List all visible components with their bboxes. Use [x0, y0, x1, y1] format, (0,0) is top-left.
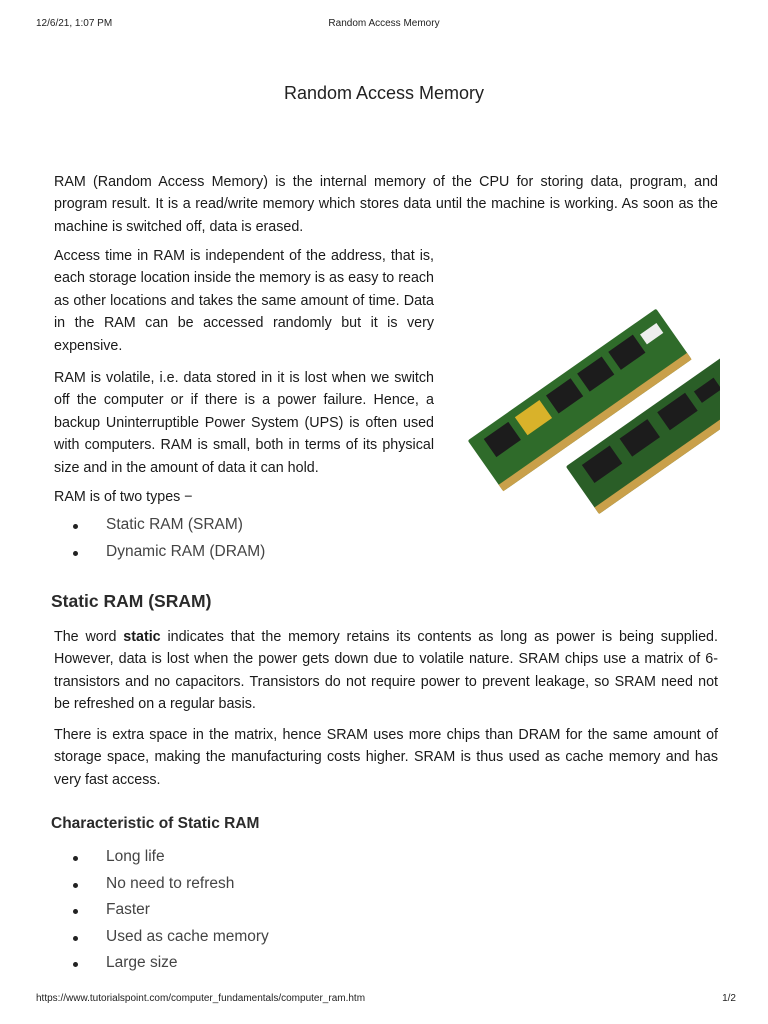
list-item: Dynamic RAM (DRAM)	[54, 543, 265, 570]
sram-paragraph-1: The word static indicates that the memory retains its contents as long as power is being supplied. However, data is lost when the power gets down due to volatile nature. SRAM chips use a matrix of 6-transistors and no capacitors. Transistors do not require power to prevent leakage, so SRAM need not be refreshed on a regular basis.	[54, 629, 718, 713]
characteristics-heading: Characteristic of Static RAM	[51, 815, 260, 832]
ram-types-list	[54, 516, 265, 570]
list-item: Used as cache memory	[54, 928, 269, 955]
page-url: https://www.tutorialspoint.com/computer_fundamentals/computer_ram.htm	[36, 993, 366, 1004]
print-datetime: 12/6/21, 1:07 PM	[36, 18, 113, 29]
list-item: Large size	[54, 954, 269, 981]
bullet-icon	[73, 962, 78, 967]
bullet-icon	[73, 551, 78, 556]
static-term: static	[123, 629, 161, 645]
list-item: Faster	[54, 901, 269, 928]
bullet-icon	[73, 909, 78, 914]
bullet-icon	[73, 856, 78, 861]
page-title: Random Access Memory	[283, 83, 485, 103]
access-time-paragraph: Access time in RAM is independent of the address, that is, each storage location inside the memory is as easy to reach as other locations and takes the same amount of time. Data in the RAM can be accessed randomly but it is very expensive.	[54, 248, 434, 354]
print-doc-title: Random Access Memory	[328, 18, 440, 29]
bullet-icon	[73, 936, 78, 941]
sram-paragraph-2: There is extra space in the matrix, hence SRAM uses more chips than DRAM for the same amount of storage space, making the manufacturing costs higher. SRAM is thus used as cache memory and has very fast access.	[54, 727, 718, 788]
bullet-icon	[73, 524, 78, 529]
intro-paragraph: RAM (Random Access Memory) is the internal memory of the CPU for storing data, program, and program result. It is a read/write memory which stores data until the machine is working. As soon as the machine is switched off, data is erased.	[54, 174, 718, 235]
volatile-paragraph: RAM is volatile, i.e. data stored in it is lost when we switch off the computer or if there is a power failure. Hence, a backup Uninterruptible Power System (UPS) is often used with computers. RAM is small, both in terms of its physical size and in the amount of data it can hold.	[54, 370, 434, 476]
types-intro: RAM is of two types −	[54, 489, 193, 505]
ram-module-image	[455, 262, 720, 532]
characteristics-list	[54, 848, 269, 981]
page-number: 1/2	[722, 993, 736, 1004]
list-item: Long life	[54, 848, 269, 875]
list-item: Static RAM (SRAM)	[54, 516, 265, 543]
list-item: No need to refresh	[54, 875, 269, 902]
sram-heading: Static RAM (SRAM)	[51, 591, 212, 611]
bullet-icon	[73, 883, 78, 888]
